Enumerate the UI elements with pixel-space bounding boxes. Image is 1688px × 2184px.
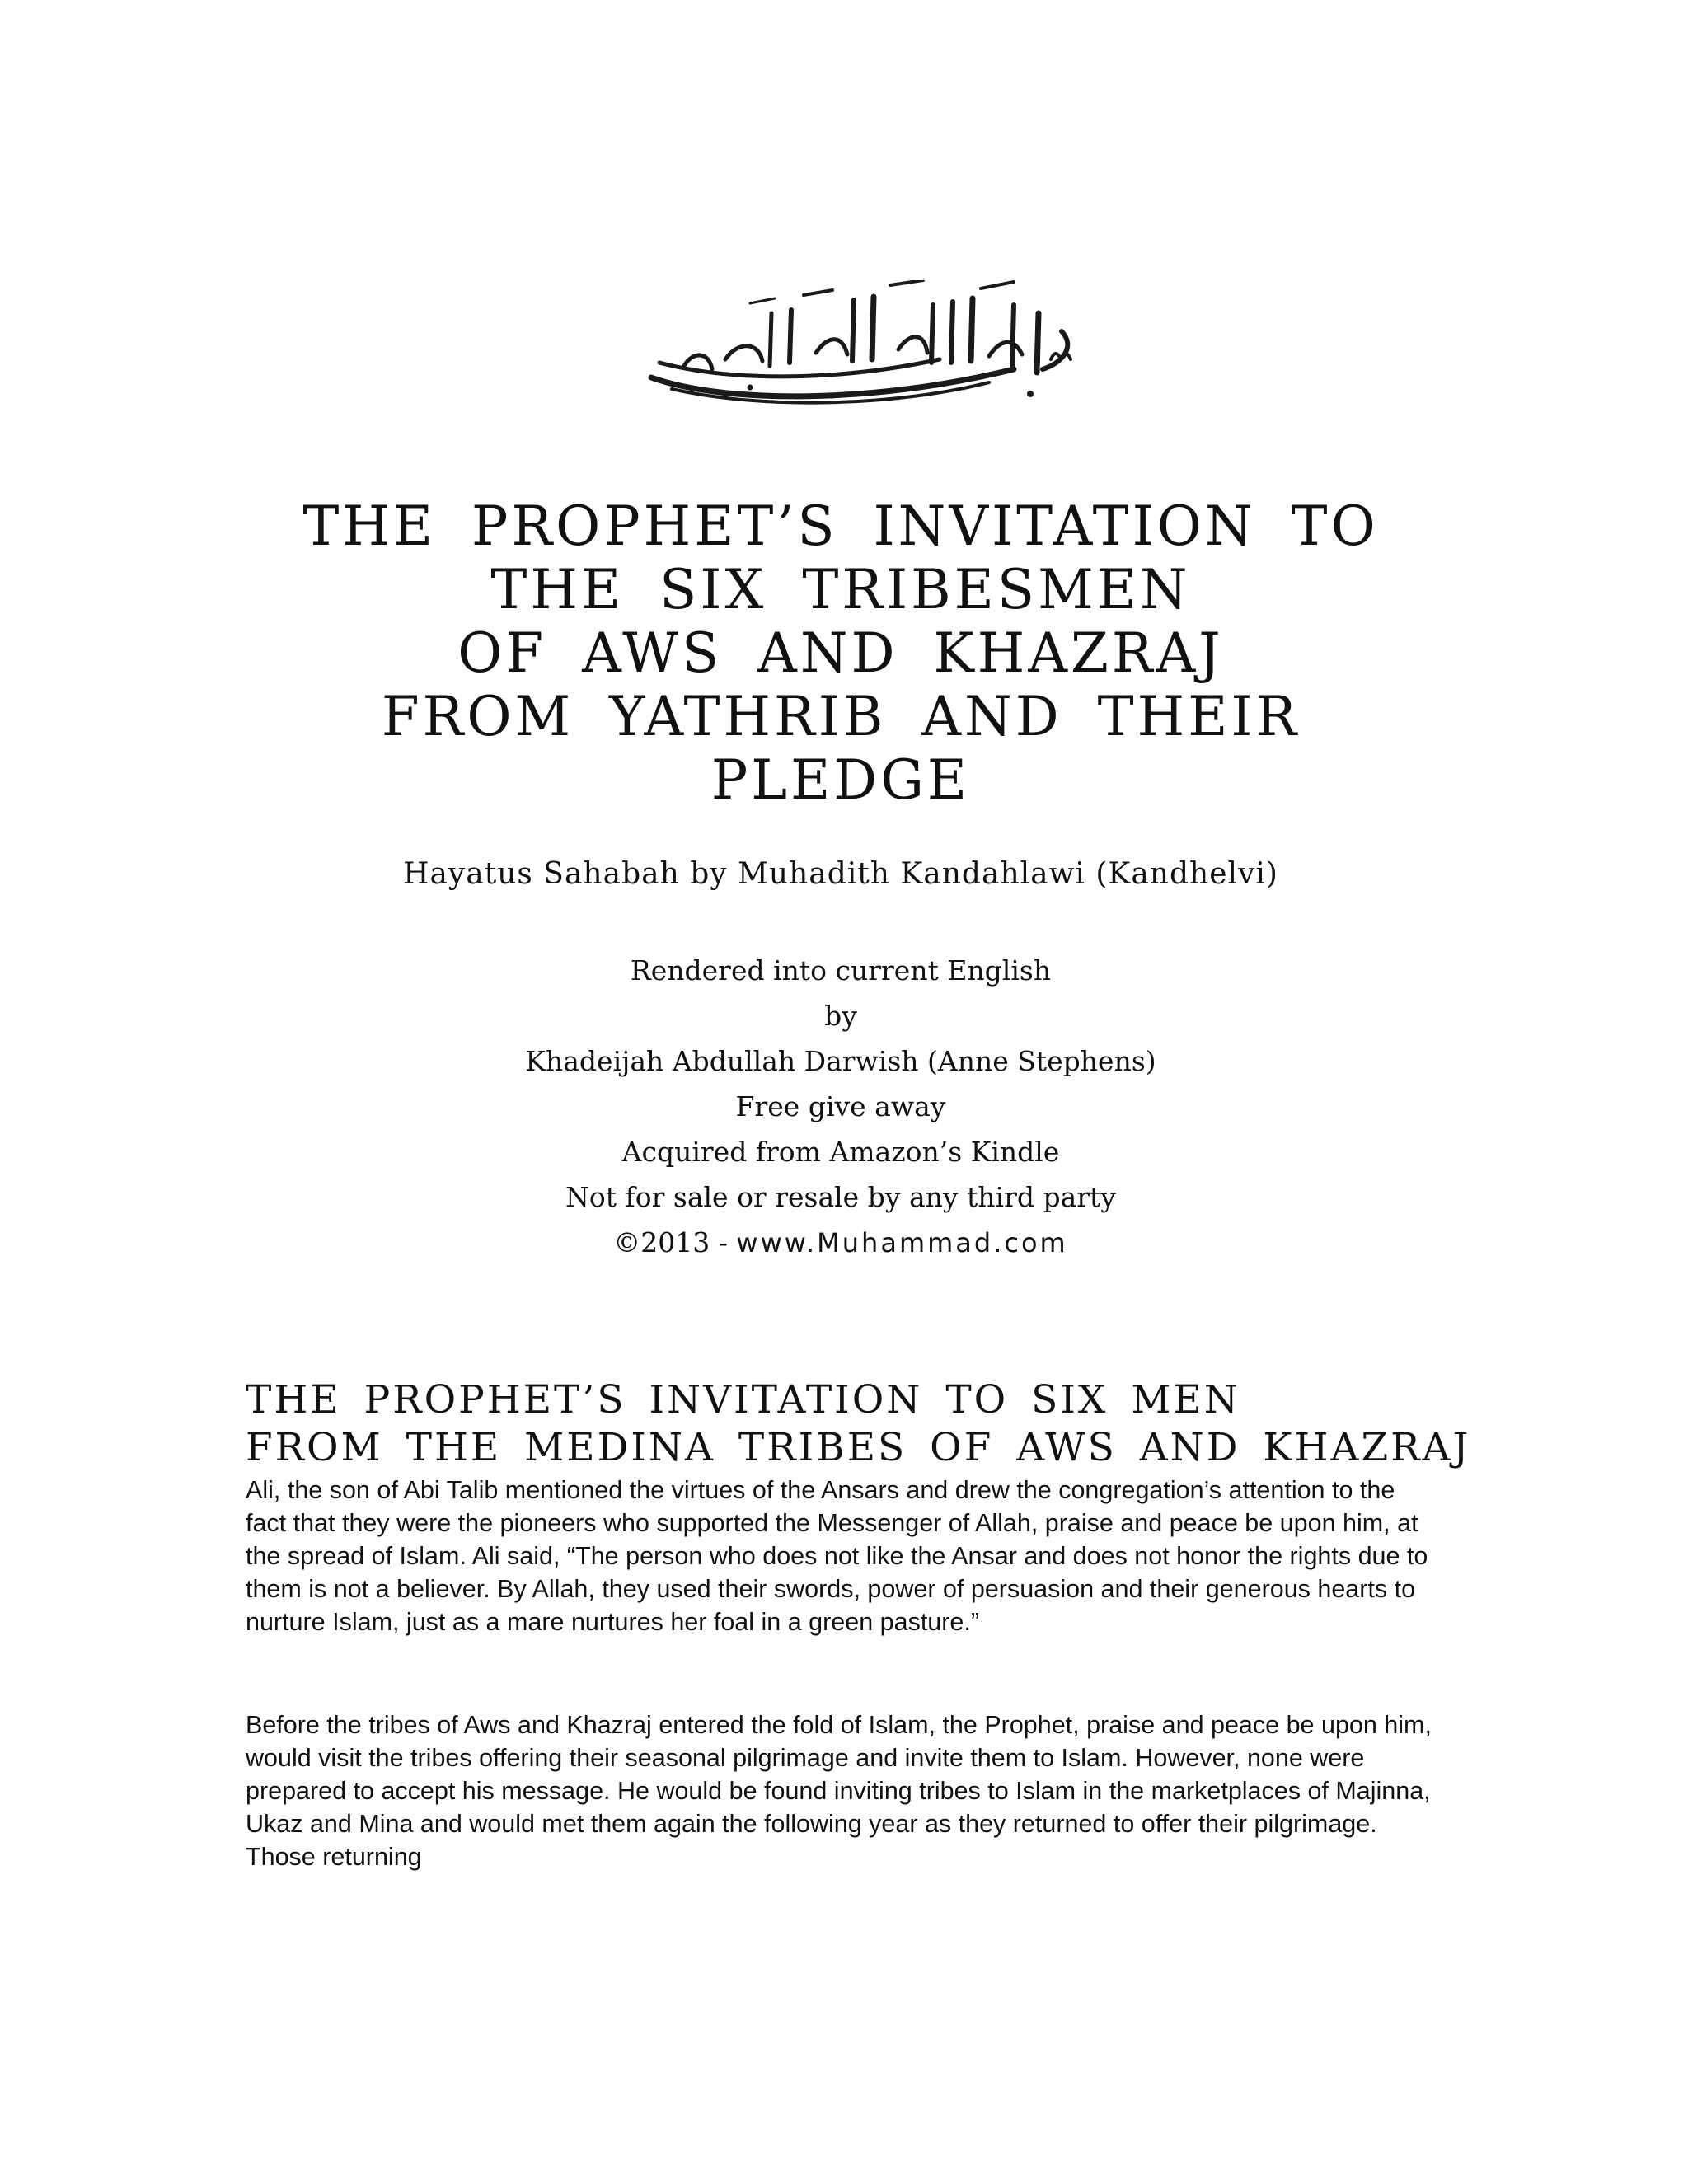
credits-block: [247, 948, 1434, 1266]
title-line: THE PROPHET’S INVITATION TO: [302, 494, 1379, 558]
section-heading-line: THE PROPHET’S INVITATION TO SIX MEN: [246, 1377, 1240, 1422]
title-line: FROM YATHRIB AND THEIR: [381, 685, 1301, 748]
body-paragraph: Before the tribes of Aws and Khazraj entered the fold of Islam, the Prophet, praise and peace be upon him, would visit the tribes offering their seasonal pilgrimage and invite them to Islam. However, none were prepared to accept his message. He would be found inviting tribes to Islam in the marketplaces of Majinna, Ukaz and Mina and would met them again the following year as they returned to offer their pilgrimage. Those returning: [246, 1711, 1432, 1871]
credit-line: Rendered into current English: [630, 954, 1052, 987]
body-paragraph: Ali, the son of Abi Talib mentioned the virtues of the Ansars and drew the congregation’s attention to the fact that they were the pioneers who supported the Messenger of Allah, praise and peace be upon him, at the spread of Islam. Ali said, “The person who does not like the Ansar and does not honor the rights due to them is not a believer. By Allah, they used their swords, power of persuasion and their generous hearts to nurture Islam, just as a mare nurtures her foal in a green pasture.”: [246, 1476, 1428, 1636]
section-heading-line: FROM THE MEDINA TRIBES OF AWS AND KHAZRAJ: [246, 1425, 1471, 1470]
copyright-line: [247, 1220, 1434, 1266]
copyright-prefix: ©2013 -: [613, 1226, 737, 1258]
credit-line: by: [824, 1000, 857, 1032]
document-title: [247, 494, 1434, 812]
source-attribution: Hayatus Sahabah by Muhadith Kandahlawi (Kandhelvi): [403, 857, 1278, 891]
website-text: www.Muhammad.com: [736, 1227, 1068, 1258]
bismillah-calligraphy-icon: [626, 280, 1088, 412]
title-line: THE SIX TRIBESMEN: [490, 558, 1191, 621]
title-line: PLEDGE: [710, 748, 971, 812]
credit-line: Acquired from Amazon’s Kindle: [621, 1136, 1060, 1168]
title-line: OF AWS AND KHAZRAJ: [457, 621, 1224, 685]
section-heading: [246, 1376, 1471, 1472]
credit-line: Khadeijah Abdullah Darwish (Anne Stephens): [525, 1045, 1156, 1077]
credit-line: Free give away: [735, 1090, 946, 1122]
credit-line: Not for sale or resale by any third party: [565, 1181, 1116, 1213]
